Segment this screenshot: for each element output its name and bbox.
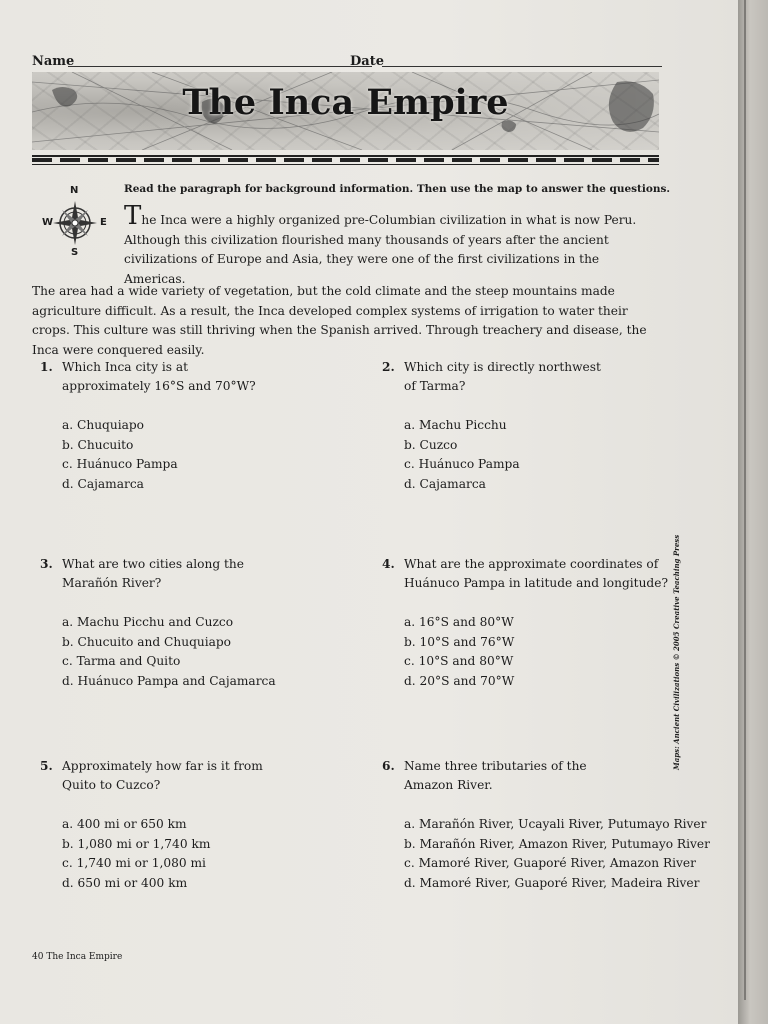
answer-choice[interactable]: b. Chucuito and Chuquiapo [62,634,232,649]
question-number: 4. [382,557,395,571]
answer-choice[interactable]: b. 10°S and 76°W [404,634,515,649]
name-label: Name [32,54,75,69]
question-4 [382,555,672,691]
question-number: 5. [40,759,53,773]
title-banner [32,72,659,150]
question-text: Which city is directly northwest of Tarma? [404,360,601,393]
answer-choice[interactable]: c. Tarma and Quito [62,654,181,668]
question-5 [40,757,340,893]
answer-choice[interactable]: c. Huánuco Pampa [404,457,520,471]
book-page-edge [738,0,768,1024]
compass-rose [42,185,106,263]
compass-east-label: E [100,217,107,228]
intro-paragraph [124,201,660,289]
question-1 [40,358,340,494]
intro-dropcap: T [124,201,142,231]
question-text: Name three tributaries of the Amazon River. [404,759,587,792]
answer-choice[interactable]: b. 1,080 mi or 1,740 km [62,836,211,851]
answer-choice[interactable]: a. Chuquiapo [62,418,144,432]
date-field-line[interactable] [382,66,662,67]
answer-choice[interactable]: a. 16°S and 80°W [404,615,514,629]
answer-choice[interactable]: a. Marañón River, Ucayali River, Putumayo River [404,817,707,831]
page-title: The Inca Empire [182,82,509,123]
question-number: 2. [382,360,395,374]
answer-choice[interactable]: d. Cajamarca [404,476,486,491]
answer-choice[interactable]: b. Marañón River, Amazon River, Putumayo River [404,836,710,851]
answer-choice[interactable]: a. Machu Picchu and Cuzco [62,615,234,629]
question-3 [40,555,340,691]
answer-choice[interactable]: d. Huánuco Pampa and Cajamarca [62,673,276,688]
compass-west-label: W [42,217,54,228]
question-text: What are the approximate coordinates of Huánuco Pampa in latitude and longitude? [404,557,668,590]
answer-choice[interactable]: c. Mamoré River, Guaporé River, Amazon River [404,856,696,870]
title-rule-top [32,155,659,157]
question-number: 6. [382,759,395,773]
intro-text: he Inca were a highly organized pre-Columbian civilization in what is now Peru. Although this civilization flourished many thousands of years after the ancient civilizations of Europe and Asia, they were one of the first civilizations in the Americas. [124,213,637,286]
question-text: What are two cities along the Marañón River? [62,557,244,590]
answer-choice[interactable]: c. 1,740 mi or 1,080 mi [62,856,206,870]
copyright-credit: Maps: Ancient Civilizations © 2005 Creative Teaching Press [672,534,681,770]
answer-choice[interactable]: c. Huánuco Pampa [62,457,178,471]
answer-choice[interactable]: a. Machu Picchu [404,418,507,432]
title-rule-dashed [32,158,659,162]
background-paragraph: The area had a wide variety of vegetation, but the cold climate and the steep mountains made agriculture difficult. As a result, the Inca developed complex systems of irrigation to water their crops. This culture was still thriving when the Spanish arrived. Through treachery and disease, the Inca were conquered easily. [32,284,647,357]
compass-south-label: S [71,247,79,258]
question-number: 3. [40,557,53,571]
question-text: Approximately how far is it from Quito to Cuzco? [62,759,263,792]
question-6 [382,757,710,893]
instructions: Read the paragraph for background information. Then use the map to answer the questions. [124,183,671,195]
answer-choice[interactable]: d. 650 mi or 400 km [62,875,188,890]
title-rule-bottom [32,164,659,165]
name-date-row [32,52,662,70]
question-text: Which Inca city is at approximately 16°S and 70°W? [62,360,256,393]
answer-choice[interactable]: c. 10°S and 80°W [404,654,514,668]
answer-choice[interactable]: d. Cajamarca [62,476,144,491]
question-number: 1. [40,360,53,374]
question-2 [382,358,682,494]
answer-choice[interactable]: d. 20°S and 70°W [404,673,515,688]
answer-choice[interactable]: b. Chucuito [62,437,134,452]
answer-choice[interactable]: d. Mamoré River, Guaporé River, Madeira River [404,875,700,890]
answer-choice[interactable]: b. Cuzco [404,437,458,452]
compass-north-label: N [70,185,79,196]
page-footer: 40 The Inca Empire [32,952,123,962]
answer-choice[interactable]: a. 400 mi or 650 km [62,817,187,831]
date-label: Date [350,54,384,69]
name-field-line[interactable] [68,66,372,67]
